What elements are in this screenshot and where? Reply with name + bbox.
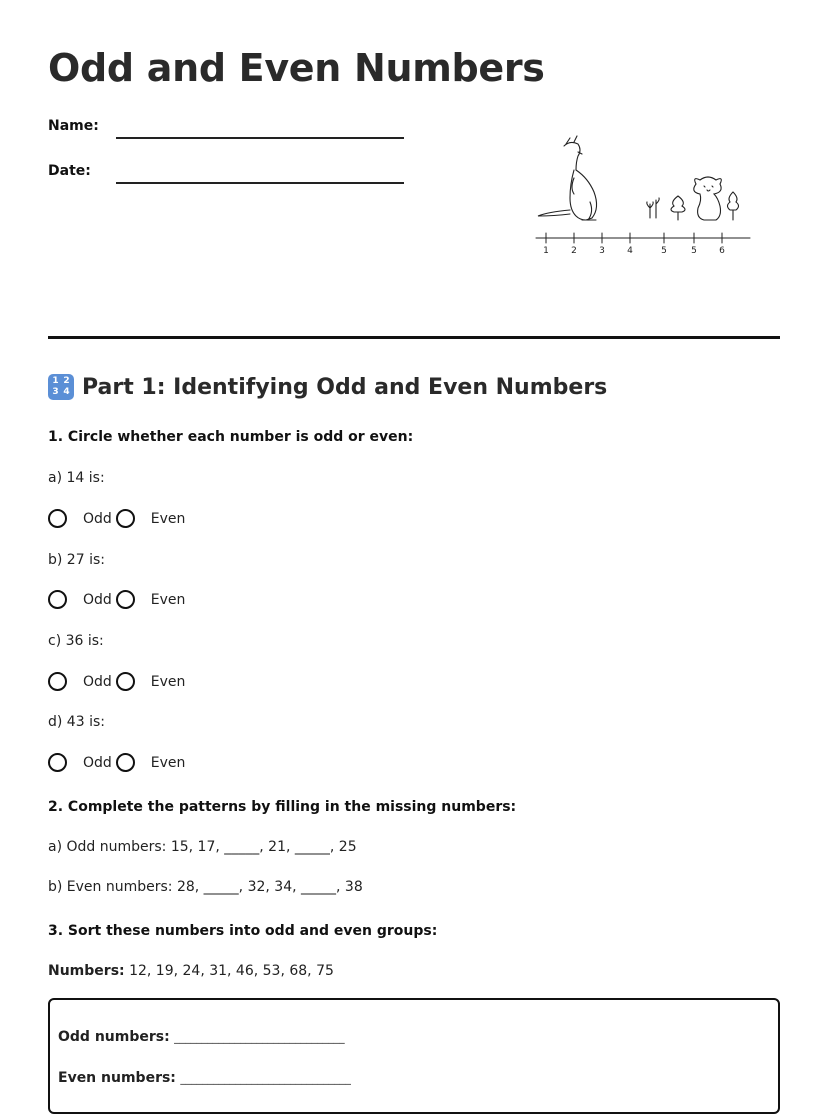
even-numbers-row xyxy=(58,1070,351,1086)
odd-label: Odd xyxy=(83,510,112,527)
even-label: Even xyxy=(150,510,186,527)
q1c-even-circle[interactable] xyxy=(116,672,135,691)
odd-label: Odd xyxy=(83,591,112,608)
section-divider xyxy=(48,336,780,339)
q2a-pattern[interactable]: a) Odd numbers: 15, 17, _____, 21, _____, 25 xyxy=(48,839,357,855)
even-label: Even xyxy=(150,591,186,608)
animals-number-line-illustration xyxy=(530,130,760,260)
numbers-label: Numbers: xyxy=(48,963,125,979)
q1a-choices xyxy=(48,509,189,528)
date-label: Date: xyxy=(48,163,91,179)
tree-drawing xyxy=(671,196,685,220)
q1-heading: 1. Circle whether each number is odd or even: xyxy=(48,429,414,445)
odd-numbers-blank[interactable]: _______________________________ xyxy=(174,1031,345,1044)
q2b-pattern[interactable]: b) Even numbers: 28, _____, 32, 34, _____, 38 xyxy=(48,879,363,895)
q1c-prompt: c) 36 is: xyxy=(48,633,104,649)
kangaroo-drawing xyxy=(538,136,597,220)
date-line[interactable] xyxy=(116,182,404,184)
odd-numbers-row xyxy=(58,1029,345,1045)
q1a-even-circle[interactable] xyxy=(116,509,135,528)
q1d-prompt: d) 43 is: xyxy=(48,714,105,730)
even-label: Even xyxy=(150,754,186,771)
q1d-even-circle[interactable] xyxy=(116,753,135,772)
number-line-label: 3 xyxy=(599,246,605,256)
numbers-value: 12, 19, 24, 31, 46, 53, 68, 75 xyxy=(124,963,334,979)
number-line-label: 5 xyxy=(691,246,697,256)
even-numbers-label: Even numbers: xyxy=(58,1070,176,1086)
odd-label: Odd xyxy=(83,754,112,771)
sprout-drawing xyxy=(647,198,659,218)
number-line-label: 6 xyxy=(719,246,725,256)
q3-heading: 3. Sort these numbers into odd and even groups: xyxy=(48,923,438,939)
number-line-label: 5 xyxy=(661,246,667,256)
q2-heading: 2. Complete the patterns by filling in the missing numbers: xyxy=(48,799,517,815)
name-label: Name: xyxy=(48,118,99,134)
number-line-label: 1 xyxy=(543,246,549,256)
tree-drawing xyxy=(728,192,739,220)
q1a-odd-circle[interactable] xyxy=(48,509,67,528)
q1c-odd-circle[interactable] xyxy=(48,672,67,691)
even-numbers-blank[interactable]: _______________________________ xyxy=(180,1072,351,1085)
part1-title xyxy=(48,374,607,400)
part1-title-text: Part 1: Identifying Odd and Even Numbers xyxy=(82,374,608,400)
odd-numbers-label: Odd numbers: xyxy=(58,1029,170,1045)
q1b-choices xyxy=(48,590,189,609)
number-line-label: 2 xyxy=(571,246,577,256)
koala-drawing xyxy=(694,177,722,220)
q1b-even-circle[interactable] xyxy=(116,590,135,609)
q1c-choices xyxy=(48,672,189,691)
q1a-prompt: a) 14 is: xyxy=(48,470,105,486)
numbers-icon: 1 2 3 4 xyxy=(48,374,74,400)
q1b-prompt: b) 27 is: xyxy=(48,552,105,568)
q1b-odd-circle[interactable] xyxy=(48,590,67,609)
name-line[interactable] xyxy=(116,137,404,139)
q1d-odd-circle[interactable] xyxy=(48,753,67,772)
q3-numbers xyxy=(48,963,334,979)
even-label: Even xyxy=(150,673,186,690)
odd-label: Odd xyxy=(83,673,112,690)
worksheet-title: Odd and Even Numbers xyxy=(48,46,545,90)
sort-answer-box xyxy=(48,998,780,1114)
number-line-label: 4 xyxy=(627,246,633,256)
q1d-choices xyxy=(48,753,189,772)
